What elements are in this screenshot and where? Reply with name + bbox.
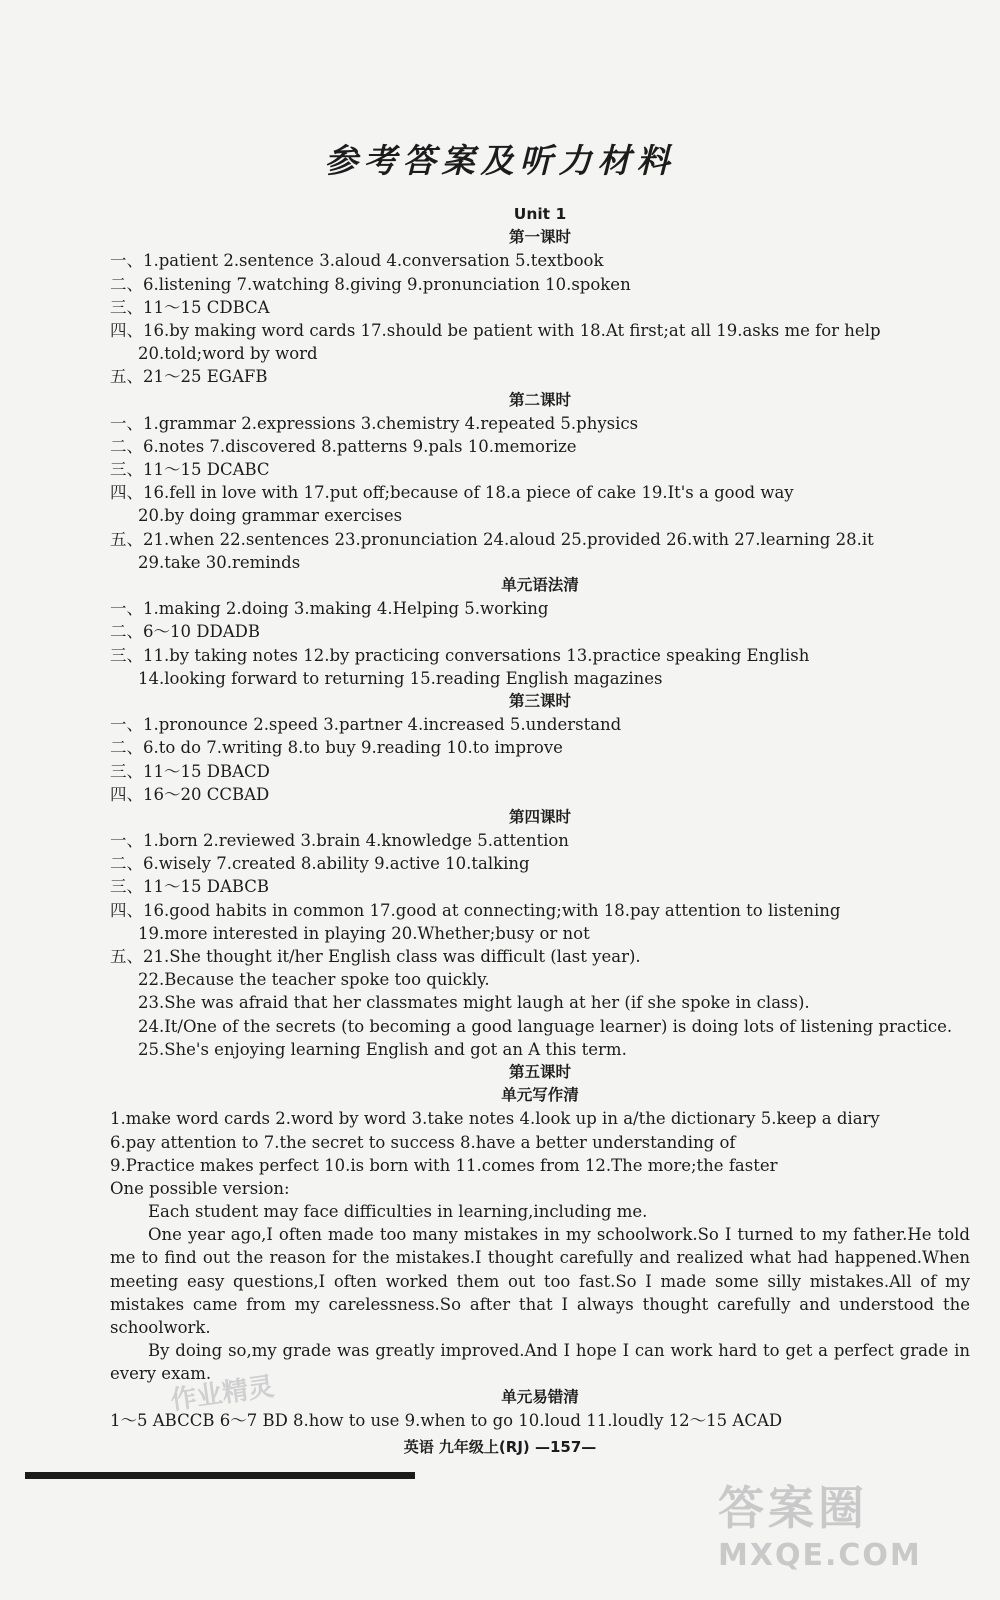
- watermark-cn: 答案圈: [718, 1481, 868, 1535]
- answer-line: 9.Practice makes perfect 10.is born with 11.comes from 12.The more;the faster: [110, 1155, 778, 1175]
- answer-line: 二、6.wisely 7.created 8.ability 9.active 10.talking: [110, 854, 530, 874]
- section-heading: 第三课时: [508, 691, 571, 710]
- answer-line: 22.Because the teacher spoke too quickly.: [138, 970, 490, 990]
- answer-line: 三、11～15 DBACD: [110, 761, 270, 781]
- answer-line: 三、11～15 DCABC: [110, 460, 270, 480]
- answer-line: 四、16.fell in love with 17.put off;because of 18.a piece of cake 19.It's a good way: [110, 483, 794, 503]
- answer-content: [110, 203, 970, 1432]
- answer-line: 二、6.listening 7.watching 8.giving 9.pronunciation 10.spoken: [110, 274, 631, 294]
- answer-line: 一、1.born 2.reviewed 3.brain 4.knowledge 5.attention: [110, 831, 569, 851]
- footer-rule: [25, 1472, 415, 1479]
- answer-line: 二、6～10 DDADB: [110, 622, 260, 642]
- answer-line: 一、1.grammar 2.expressions 3.chemistry 4.repeated 5.physics: [110, 413, 639, 433]
- answer-line: 二、6.to do 7.writing 8.to buy 9.reading 10.to improve: [110, 738, 563, 758]
- section-heading: 第二课时: [508, 390, 571, 409]
- answer-line: 24.It/One of the secrets (to becoming a good language learner) is doing lots of listening practice.: [138, 1016, 953, 1036]
- answer-line: 一、1.patient 2.sentence 3.aloud 4.conversation 5.textbook: [110, 251, 604, 271]
- answer-line: 三、11～15 DABCB: [110, 877, 270, 897]
- section-heading: 单元写作清: [501, 1086, 579, 1105]
- answer-line: 20.told;word by word: [138, 344, 318, 364]
- answer-line: 二、6.notes 7.discovered 8.patterns 9.pals 10.memorize: [110, 436, 577, 456]
- answer-line: 四、16.by making word cards 17.should be patient with 18.At first;at all 19.asks me for help: [110, 320, 881, 340]
- answer-line: 20.by doing grammar exercises: [138, 506, 403, 526]
- section-heading: 第四课时: [508, 807, 571, 826]
- answer-line: 三、11.by taking notes 12.by practicing conversations 13.practice speaking English: [110, 645, 810, 665]
- answer-line: 14.looking forward to returning 15.reading English magazines: [138, 668, 663, 688]
- section-heading: 单元语法清: [501, 576, 579, 594]
- answer-line: 四、16～20 CCBAD: [110, 784, 270, 804]
- answer-line: 25.She's enjoying learning English and got an A this term.: [138, 1039, 627, 1059]
- answer-line: 1.make word cards 2.word by word 3.take notes 4.look up in a/the dictionary 5.keep a diary: [110, 1109, 880, 1129]
- essay-paragraph: One year ago,I often made too many mistakes in my schoolwork.So I turned to my father.He told me to find out the reason for the mistakes.I thought carefully and realized what had happened.When meeting easy questions,I often worked them out too fast.So I made some silly mistakes.All of my mistakes came from my carelessness.So after that I always thought carefully and understood the schoolwork.: [110, 1225, 970, 1338]
- section-heading: 单元易错清: [501, 1387, 579, 1406]
- stamp-mark: 作业精灵: [168, 1371, 276, 1417]
- answer-line: 五、21.when 22.sentences 23.pronunciation 24.aloud 25.provided 26.with 27.learning 28.it: [110, 529, 874, 549]
- essay-paragraph: Each student may face difficulties in learning,including me.: [148, 1202, 648, 1222]
- answer-line: 五、21～25 EGAFB: [110, 367, 268, 387]
- section-heading: Unit 1: [513, 205, 567, 223]
- page-title: 参考答案及听力材料: [324, 141, 676, 180]
- answer-line: 29.take 30.reminds: [138, 552, 301, 572]
- page-footer: 英语 九年级上(RJ) —157—: [403, 1438, 597, 1456]
- answer-line: 1～5 ABCCB 6～7 BD 8.how to use 9.when to go 10.loud 11.loudly 12～15 ACAD: [110, 1410, 783, 1430]
- answer-line: 三、11～15 CDBCA: [110, 297, 270, 317]
- answer-line: 五、21.She thought it/her English class was difficult (last year).: [110, 947, 641, 966]
- section-heading: 第一课时: [508, 228, 571, 247]
- answer-line: 一、1.making 2.doing 3.making 4.Helping 5.working: [110, 599, 549, 619]
- answer-line: 23.She was afraid that her classmates might laugh at her (if she spoke in class).: [138, 993, 810, 1013]
- answer-line: 一、1.pronounce 2.speed 3.partner 4.increased 5.understand: [110, 715, 622, 735]
- answer-line: 四、16.good habits in common 17.good at connecting;with 18.pay attention to listening: [110, 900, 841, 920]
- watermark-en: MXQE.COM: [718, 1538, 922, 1573]
- answer-line: 6.pay attention to 7.the secret to success 8.have a better understanding of: [110, 1132, 736, 1152]
- section-heading: 第五课时: [508, 1062, 571, 1081]
- essay-paragraph: By doing so,my grade was greatly improved.And I hope I can work hard to get a perfect grade in every exam.: [110, 1341, 970, 1384]
- watermark: [718, 1472, 978, 1582]
- answer-line: 19.more interested in playing 20.Whether;busy or not: [138, 923, 590, 943]
- answer-line: One possible version:: [110, 1178, 290, 1198]
